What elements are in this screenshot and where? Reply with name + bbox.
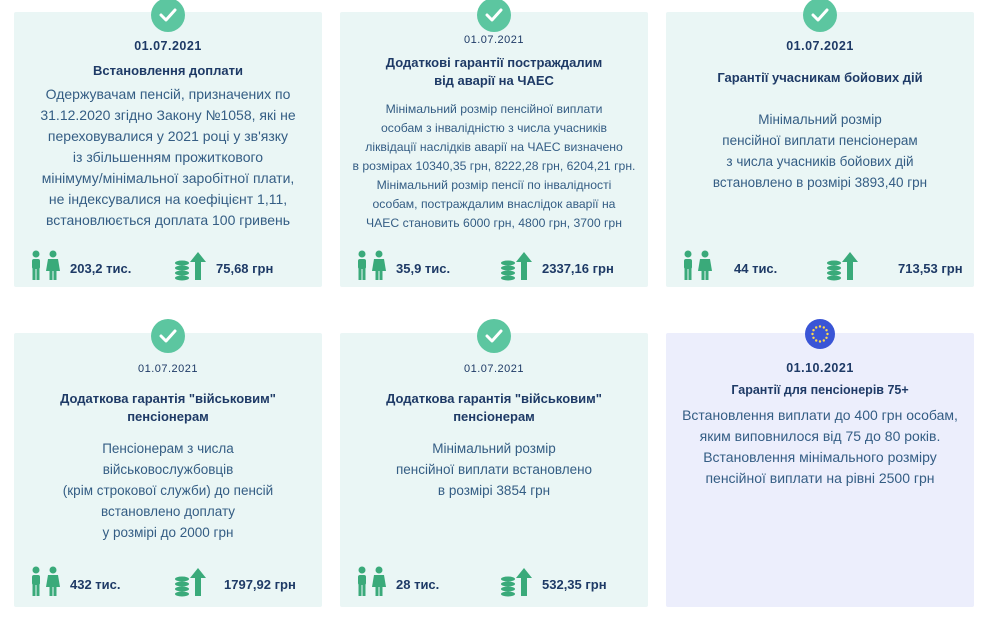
amount-stat: [174, 250, 273, 287]
people-count: 28 тис.: [396, 577, 440, 592]
coins-arrow-up-icon: [826, 250, 860, 287]
amount-value: 713,53 грн: [898, 261, 963, 276]
check-icon: [803, 0, 837, 32]
card-date: 01.07.2021: [463, 363, 525, 375]
people-icon: [28, 566, 62, 603]
card-date: 01.10.2021: [786, 361, 854, 375]
people-count: 432 тис.: [70, 577, 121, 592]
card-combatants: [666, 12, 974, 287]
amount-value: 532,35 грн: [542, 577, 607, 592]
people-icon: [680, 250, 714, 287]
people-count: 203,2 тис.: [70, 261, 132, 276]
card-body: Мінімальний розмір пенсійної виплати особам з інвалідністю з числа учасників ліквідації наслідків аварії на ЧАЕС визначено в розмірах 10340,35 грн, 8222,28 грн, 6204,21 грн. Мінімальний розмір пенсії по інвалідності особам, постраждалим внаслідок аварії на ЧАЕС становить 6000 грн, 4800 грн, 3700 грн: [352, 102, 636, 230]
card-date: 01.07.2021: [463, 34, 525, 46]
card-title: Встановлення доплати: [93, 63, 243, 78]
amount-stat: [500, 566, 607, 603]
card-surcharge: [14, 12, 322, 287]
check-icon: [477, 319, 511, 353]
people-stat: [28, 566, 121, 603]
coins-arrow-up-icon: [500, 566, 534, 603]
card-date: 01.07.2021: [786, 39, 854, 53]
eu-flag-icon: [805, 319, 835, 349]
card-chornobyl: [340, 12, 648, 287]
amount-value: 1797,92 грн: [224, 577, 296, 592]
card-body: Встановлення виплати до 400 грн особам, яким виповнилося від 75 до 80 років. Встановлення мінімального розміру пенсійної виплати на рівні 2500 грн: [682, 407, 958, 486]
card-title: Додаткові гарантії постраждалим від аварії на ЧАЕС: [385, 55, 603, 88]
check-icon: [151, 0, 185, 32]
people-stat: [28, 250, 131, 287]
people-icon: [28, 250, 62, 287]
amount-stat: [826, 250, 963, 287]
card-title: Додаткова гарантія "військовим" пенсіонерам: [386, 391, 602, 424]
card-body: Одержувачам пенсій, призначених по 31.12.2020 згідно Закону №1058, які не переховувалися у 2021 році у зв'язку із збільшенням прожиткового мінімуму/мінімальної заробітної плати, не індексувалися на коефіцієнт 1,11, встановлюється доплата 100 гривень: [40, 86, 296, 228]
card-body: Мінімальний розмір пенсійної виплати пенсіонерам з числа учасників бойових дій встановлено в розмірі 3893,40 грн: [712, 112, 928, 190]
people-stat: [680, 250, 777, 287]
card-pensioners-75: [666, 333, 974, 607]
card-date: 01.07.2021: [137, 363, 199, 375]
coins-arrow-up-icon: [500, 250, 534, 287]
card-title: Додаткова гарантія "військовим" пенсіонерам: [60, 391, 276, 424]
people-icon: [354, 566, 388, 603]
card-military-minimum: [340, 333, 648, 607]
card-body: Пенсіонерам з числа військовослужбовців (крім строкової служби) до пенсій встановлено доплату у розмірі до 2000 грн: [62, 441, 274, 540]
amount-stat: [500, 250, 614, 287]
people-icon: [354, 250, 388, 287]
check-icon: [151, 319, 185, 353]
card-body: Мінімальний розмір пенсійної виплати встановлено в розмірі 3854 грн: [395, 441, 593, 498]
amount-stat: [174, 566, 296, 603]
check-icon: [477, 0, 511, 32]
card-date: 01.07.2021: [134, 39, 202, 53]
card-title: Гарантії для пенсіонерів 75+: [731, 383, 909, 397]
coins-arrow-up-icon: [174, 566, 208, 603]
people-stat: [354, 250, 450, 287]
card-military-surcharge: [14, 333, 322, 607]
people-count: 44 тис.: [734, 261, 778, 276]
card-title: Гарантії учасникам бойових дій: [717, 70, 923, 85]
amount-value: 2337,16 грн: [542, 261, 614, 276]
people-count: 35,9 тис.: [396, 261, 451, 276]
amount-value: 75,68 грн: [216, 261, 274, 276]
coins-arrow-up-icon: [174, 250, 208, 287]
people-stat: [354, 566, 439, 603]
